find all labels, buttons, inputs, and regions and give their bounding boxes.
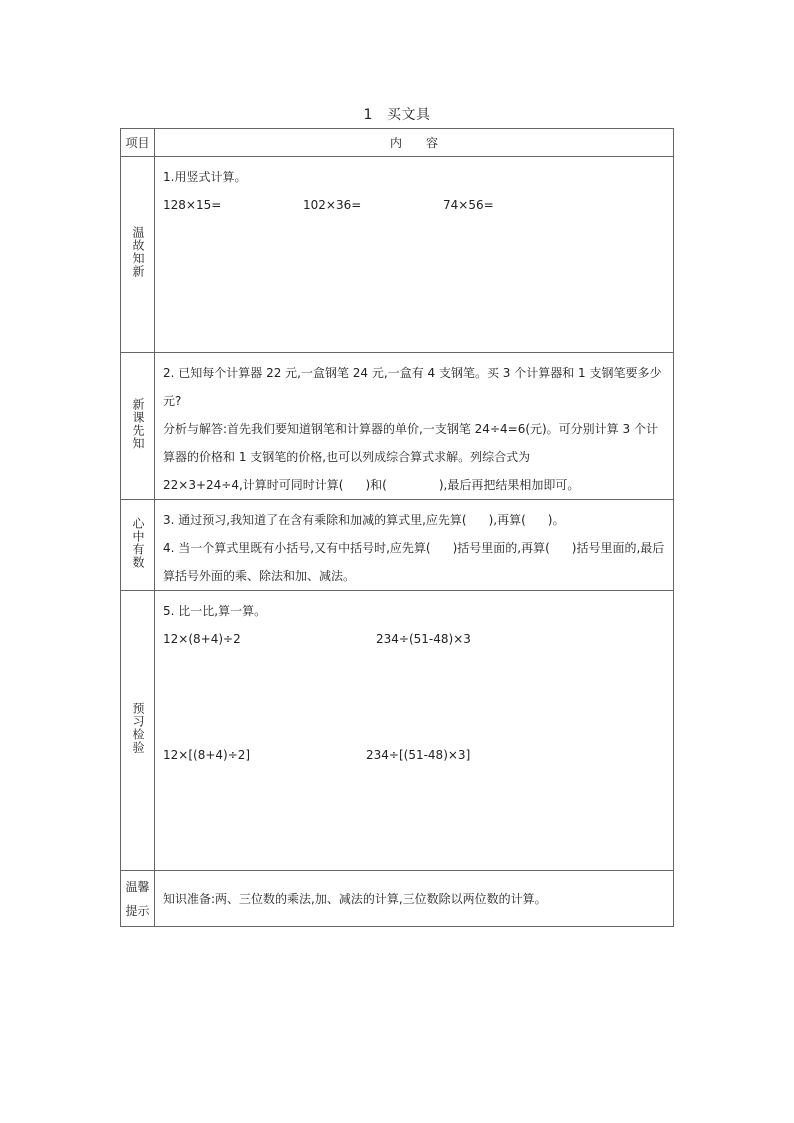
analysis-text: 分析与解答:首先我们要知道钢笔和计算器的单价,一支钢笔 24÷4=6(元)。可分别计算 3 个计算器的价格和 1 支钢笔的价格,也可以列成综合算式求解。列综合式为: [163, 422, 658, 464]
title-text: 买文具: [386, 107, 431, 123]
title-number: 1: [363, 107, 373, 123]
row-content-wenggu: [155, 157, 674, 353]
table-row: [121, 353, 674, 500]
label-text: 预习检验: [131, 702, 145, 754]
label-text: 提示: [125, 903, 150, 918]
analysis-formula: 22×3+24÷4,计算时可同时计算( )和( ),最后再把结果相加即可。: [163, 478, 580, 492]
label-text: 温故知新: [131, 226, 145, 278]
label-text: 新课先知: [131, 397, 145, 450]
expression: 12×(8+4)÷2: [163, 632, 241, 646]
question-3: 3. 通过预习,我知道了在含有乘除和加减的算式里,应先算( ),再算( )。: [163, 513, 565, 527]
expression-row: [163, 191, 665, 219]
table-row: [121, 500, 674, 591]
row-content-xinzhong: [155, 500, 674, 591]
expression: 102×36=: [303, 198, 362, 212]
row-content-yuxi: [155, 591, 674, 871]
expression-row: [163, 741, 665, 769]
question-4: 4. 当一个算式里既有小括号,又有中括号时,应先算( )括号里面的,再算( )括号里面的,最后算括号外面的乘、除法和加、减法。: [163, 541, 665, 583]
header-content: 内 容: [155, 129, 674, 157]
tip-text: 知识准备:两、三位数的乘法,加、减法的计算,三位数除以两位数的计算。: [163, 891, 547, 906]
row-label-xinzhong: [121, 500, 155, 591]
table-row: [121, 591, 674, 871]
expression: 128×15=: [163, 198, 222, 212]
row-content-xinke: [155, 353, 674, 500]
question-5: 5. 比一比,算一算。: [163, 604, 267, 618]
table-row: [121, 871, 674, 927]
expression: 12×[(8+4)÷2]: [163, 748, 251, 762]
table-header-row: [121, 129, 674, 157]
expression: 74×56=: [443, 198, 494, 212]
page-title: [0, 104, 794, 124]
header-item: 项目: [121, 129, 155, 157]
label-text: 温馨: [125, 879, 150, 894]
question-2: 2. 已知每个计算器 22 元,一盒钢笔 24 元,一盒有 4 支钢笔。买 3 个计算器和 1 支钢笔要多少元?: [163, 366, 662, 408]
question-1: 1.用竖式计算。: [163, 170, 247, 184]
expression: 234÷(51-48)×3: [376, 632, 471, 646]
table-row: [121, 157, 674, 353]
expression-row: [163, 625, 665, 653]
row-label-tishi: [121, 871, 155, 927]
row-label-wenggu: [121, 157, 155, 353]
expression: 234÷[(51-48)×3]: [366, 748, 471, 762]
row-content-tishi: [155, 871, 674, 927]
row-label-xinke: [121, 353, 155, 500]
label-text: 心中有数: [131, 516, 145, 569]
row-label-yuxi: [121, 591, 155, 871]
worksheet-table: [120, 128, 674, 927]
